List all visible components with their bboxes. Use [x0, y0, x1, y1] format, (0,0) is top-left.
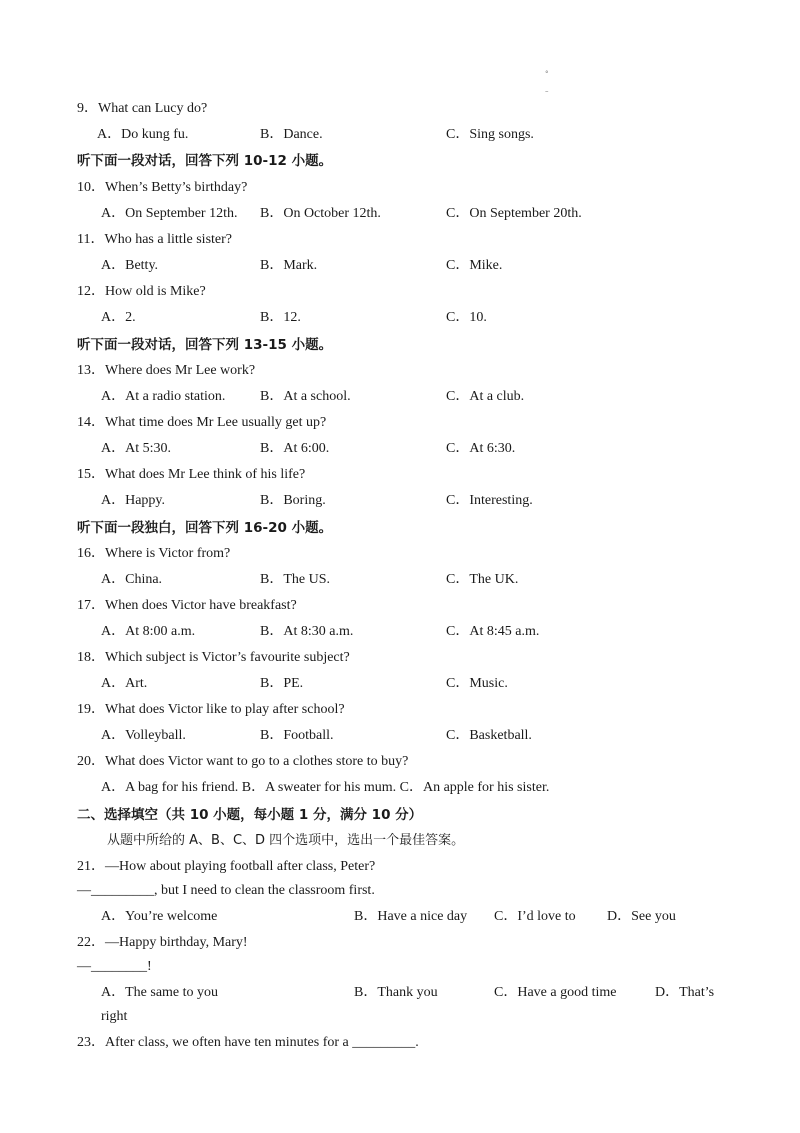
question-18: 18．Which subject is Victor’s favourite subject? — [77, 650, 350, 665]
q15-option-c: C．Interesting. — [446, 493, 533, 508]
q16-option-b: B．The US. — [260, 572, 330, 587]
question-17: 17．When does Victor have breakfast? — [77, 598, 297, 613]
question-20: 20．What does Victor want to go to a clothes store to buy? — [77, 754, 409, 769]
q12-option-b: B．12. — [260, 310, 301, 325]
q15-option-a: A．Happy. — [101, 493, 166, 508]
q12-option-a: A．2. — [101, 310, 136, 325]
q11-option-b: B．Mark. — [260, 258, 318, 273]
section-heading-10-12: 听下面一段对话，回答下列 10-12 小题。 — [77, 153, 333, 169]
section-heading-13-15: 听下面一段对话，回答下列 13-15 小题。 — [77, 337, 333, 353]
question-19: 19．What does Victor like to play after school? — [77, 702, 345, 717]
corner-mark-top: ° — [545, 70, 549, 78]
q21-option-d: D．See you — [607, 909, 676, 924]
question-9: 9．What can Lucy do? — [77, 101, 208, 116]
section-heading-16-20: 听下面一段独白，回答下列 16-20 小题。 — [77, 520, 333, 536]
question-14: 14．What time does Mr Lee usually get up? — [77, 415, 327, 430]
q14-option-b: B．At 6:00. — [260, 441, 330, 456]
question-11: 11．Who has a little sister? — [77, 232, 232, 247]
q18-option-b: B．PE. — [260, 676, 304, 691]
q19-option-a: A．Volleyball. — [101, 728, 186, 743]
q22-option-c: C．Have a good time — [494, 985, 617, 1000]
q16-option-c: C．The UK. — [446, 572, 519, 587]
q19-option-b: B．Football. — [260, 728, 334, 743]
q19-option-c: C．Basketball. — [446, 728, 532, 743]
q22-option-d-continued: right — [101, 1009, 128, 1024]
question-10: 10．When’s Betty’s birthday? — [77, 180, 248, 195]
q21-option-c: C．I’d love to — [494, 909, 576, 924]
q22-option-b: B．Thank you — [354, 985, 438, 1000]
q18-option-c: C．Music. — [446, 676, 508, 691]
question-21-line-2: —_________, but I need to clean the classroom first. — [77, 883, 375, 898]
q14-option-c: C．At 6:30. — [446, 441, 516, 456]
q11-option-a: A．Betty. — [101, 258, 159, 273]
q22-option-a: A．The same to you — [101, 985, 219, 1000]
q11-option-c: C．Mike. — [446, 258, 503, 273]
question-16: 16．Where is Victor from? — [77, 546, 231, 561]
corner-mark-bottom: – — [545, 87, 549, 95]
q21-option-a: A．You’re welcome — [101, 909, 218, 924]
section-2-instruction: 从题中所给的 A、B、C、D 四个选项中，选出一个最佳答案。 — [107, 833, 465, 848]
question-13: 13．Where does Mr Lee work? — [77, 363, 256, 378]
q17-option-c: C．At 8:45 a.m. — [446, 624, 540, 639]
q13-option-b: B．At a school. — [260, 389, 351, 404]
question-21: 21．—How about playing football after class, Peter? — [77, 859, 376, 874]
q16-option-a: A．China. — [101, 572, 163, 587]
q18-option-a: A．Art. — [101, 676, 148, 691]
q9-option-a: A．Do kung fu. — [97, 127, 189, 142]
q9-option-c: C．Sing songs. — [446, 127, 534, 142]
q21-option-b: B．Have a nice day — [354, 909, 468, 924]
q10-option-c: C．On September 20th. — [446, 206, 582, 221]
q10-option-a: A．On September 12th. — [101, 206, 238, 221]
q13-option-a: A．At a radio station. — [101, 389, 226, 404]
q20-options: A．A bag for his friend. B．A sweater for his mum. C．An apple for his sister. — [101, 780, 550, 795]
question-22: 22．—Happy birthday, Mary! — [77, 935, 248, 950]
q22-option-d: D．That’s — [655, 985, 715, 1000]
question-12: 12．How old is Mike? — [77, 284, 206, 299]
section-2-title: 二、选择填空（共 10 小题，每小题 1 分，满分 10 分） — [77, 807, 423, 823]
q14-option-a: A．At 5:30. — [101, 441, 171, 456]
q13-option-c: C．At a club. — [446, 389, 525, 404]
q9-option-b: B．Dance. — [260, 127, 323, 142]
q10-option-b: B．On October 12th. — [260, 206, 381, 221]
question-22-line-2: —________! — [77, 959, 152, 974]
question-15: 15．What does Mr Lee think of his life? — [77, 467, 306, 482]
q12-option-c: C．10. — [446, 310, 487, 325]
q17-option-a: A．At 8:00 a.m. — [101, 624, 196, 639]
q15-option-b: B．Boring. — [260, 493, 326, 508]
question-23: 23．After class, we often have ten minutes for a _________. — [77, 1035, 419, 1050]
q17-option-b: B．At 8:30 a.m. — [260, 624, 354, 639]
